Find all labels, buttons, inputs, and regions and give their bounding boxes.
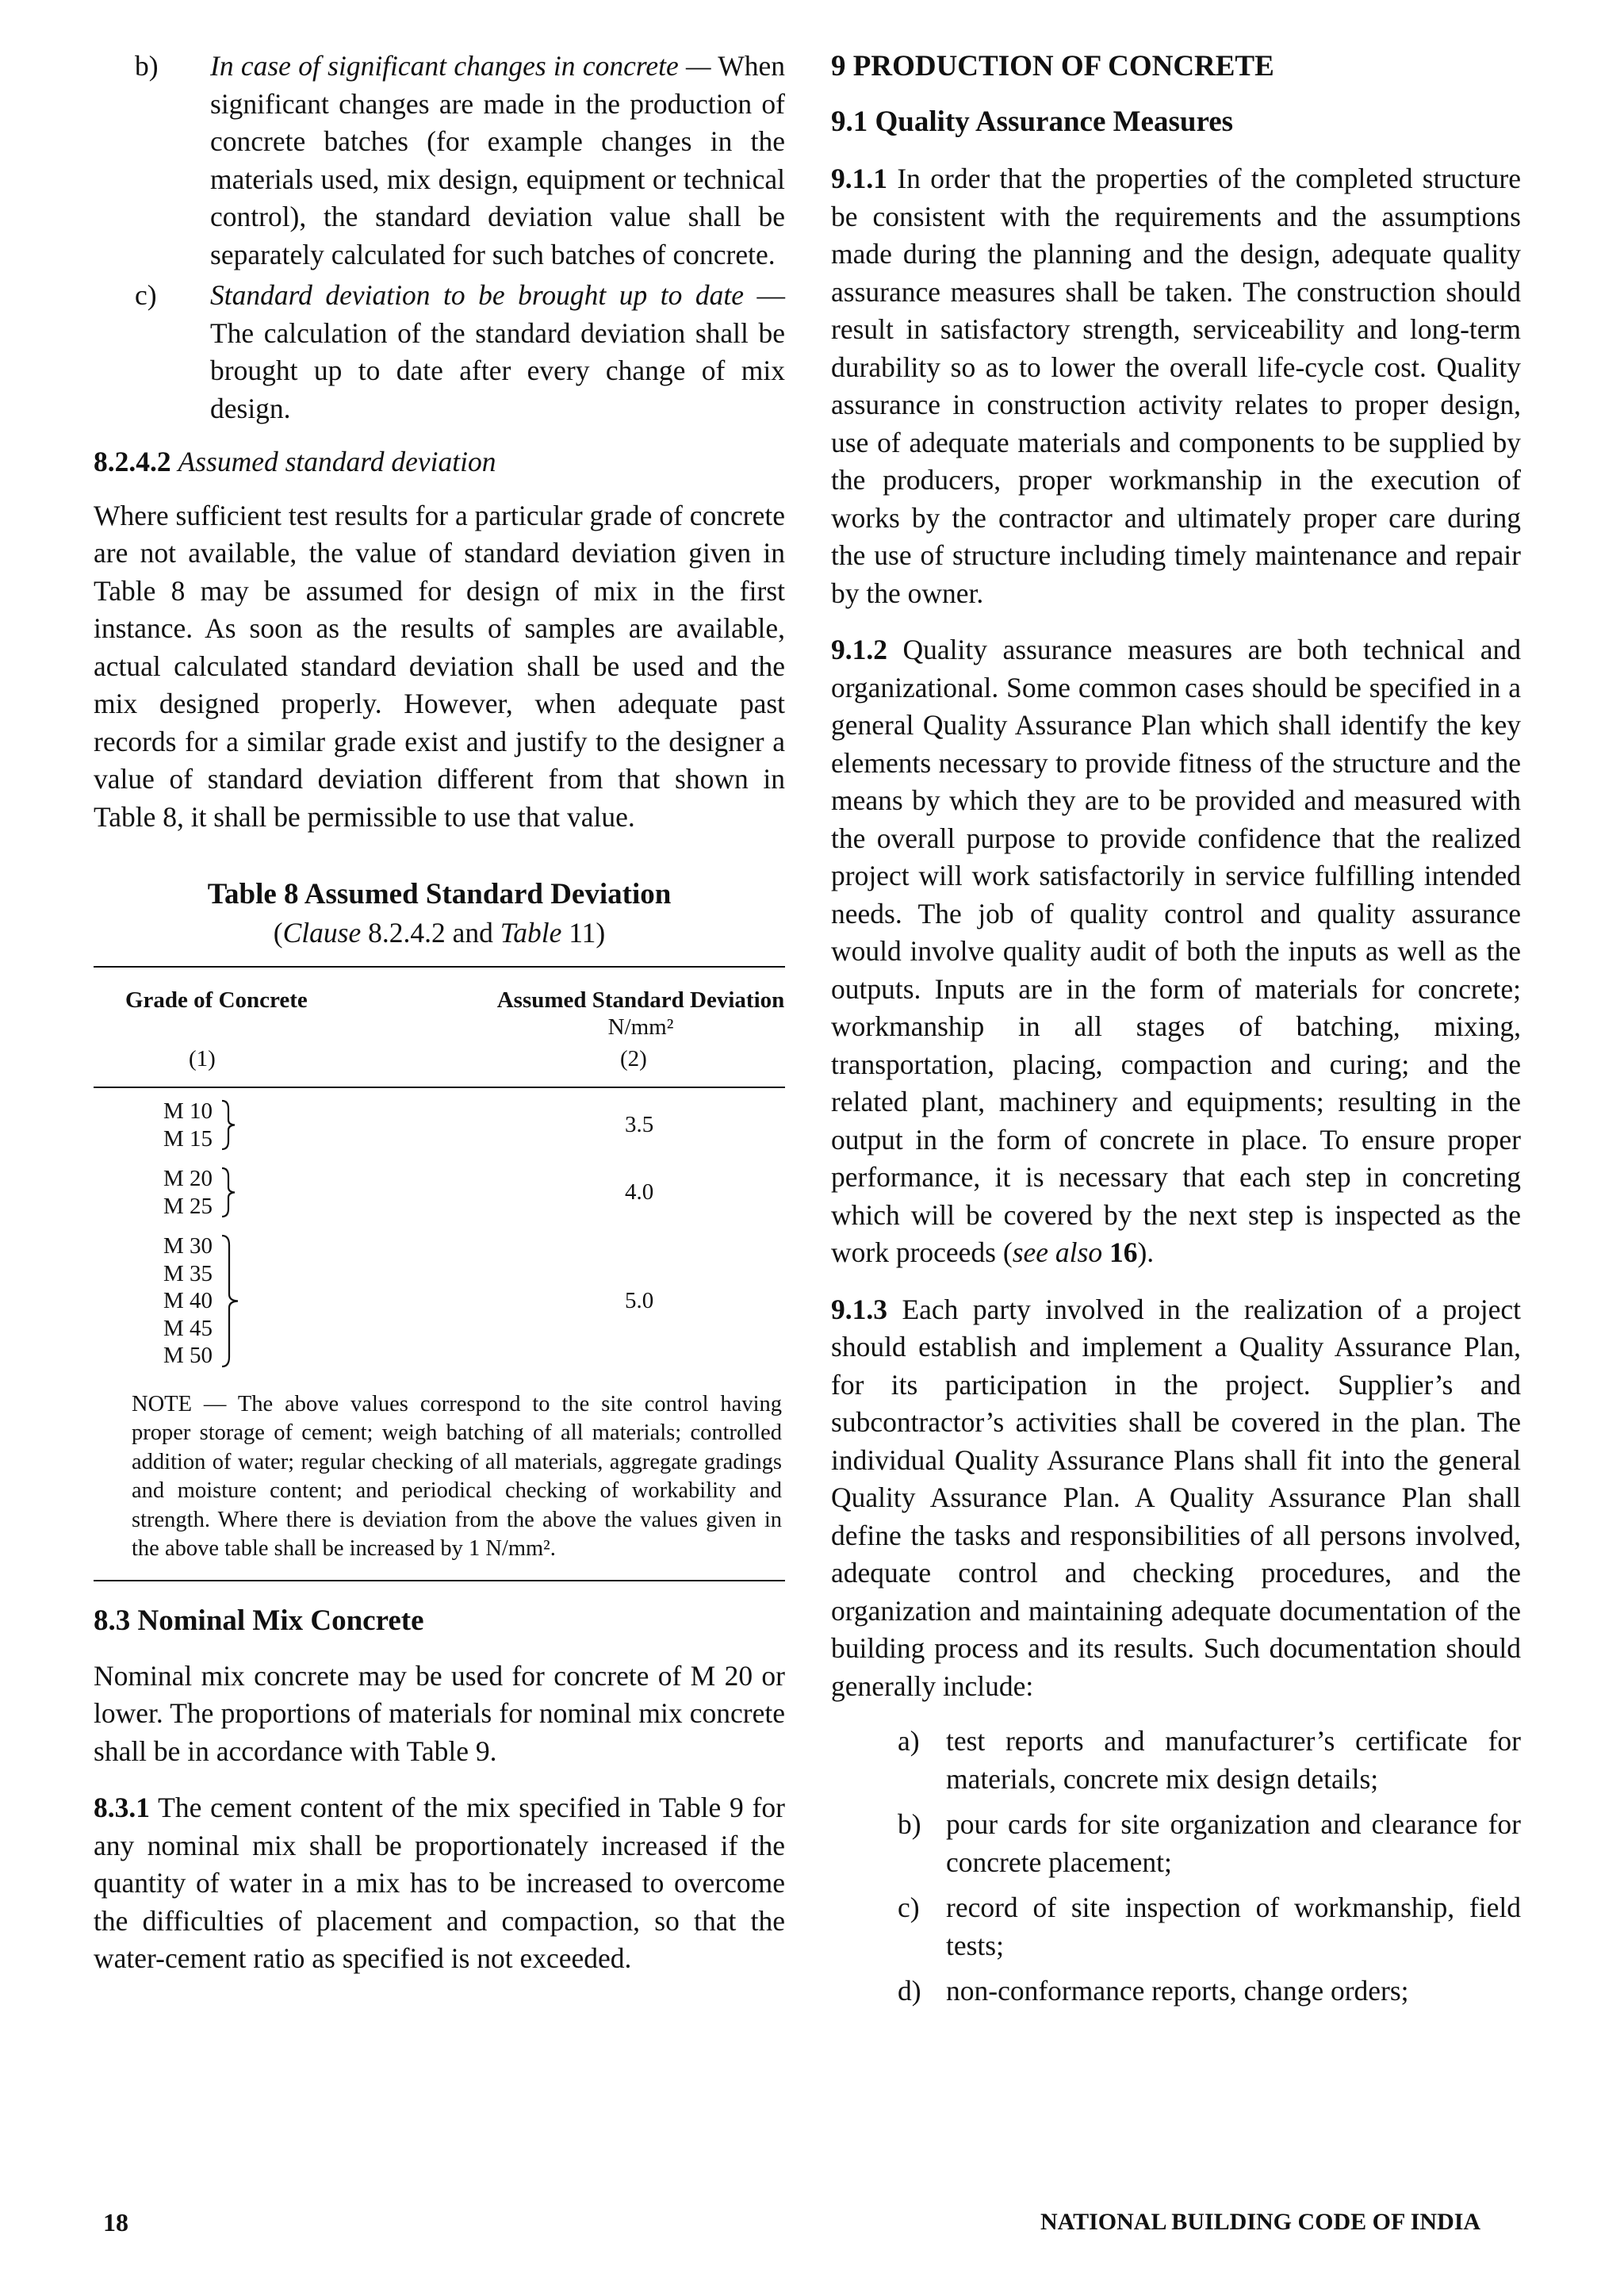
right-column <box>831 48 1521 2010</box>
table-row: M 10 M 15 3.5 <box>163 1098 654 1152</box>
page-number: 18 <box>103 2208 128 2237</box>
list-item: d) non-conformance reports, change orders; <box>898 1975 1409 2007</box>
section-9-1-heading: 9.1 Quality Assurance Measures <box>831 105 1234 138</box>
item-text: When significant changes are made in the production of concrete batches (for example changes in the materials used, mix design, equipment or technical control), the standard deviation value shall be separately calculated for such batches of concrete. <box>210 50 786 270</box>
table-8 <box>94 876 785 1581</box>
table-title: Table 8 Assumed Standard Deviation <box>207 878 672 910</box>
col-number-2: (2) <box>620 1046 647 1071</box>
section-8-3-text: Nominal mix concrete may be used for concrete of M 20 or lower. The proportions of materials for nominal mix concrete shall be in accordance with Table 9. <box>94 1659 785 1767</box>
documentation-list <box>831 1723 1521 2010</box>
item-text: — The calculation of the standard deviation shall be brought up to date after every change of mix design. <box>210 279 785 424</box>
running-footer: NATIONAL BUILDING CODE OF INDIA <box>1040 2209 1481 2235</box>
table-body <box>94 1088 785 1370</box>
table-bottom-rule <box>94 1580 785 1581</box>
list-item: a) test reports and manufacturer’s certificate for materials, concrete mix design details; <box>898 1725 1521 1795</box>
list-marker: c) <box>135 279 157 311</box>
clause-8242-text: Where sufficient test results for a particular grade of concrete are not available, the value of standard deviation given in Table 8 may be assumed for design of mix in the first instance. As soon as the results of samples are available, actual calculated standard deviation shall be used and the mix designed properly. However, when adequate past records for a similar grade exist and justify to the designer a value of standard deviation different from that shown in Table 8, it shall be permissible to use that value. <box>94 499 785 833</box>
list-item-b <box>94 48 785 274</box>
col-header-deviation: Assumed Standard Deviation N/mm² <box>496 987 785 1040</box>
clause-911: 9.1.1 In order that the properties of the completed structure be consistent with the requirements and the assumptions made during the planning and the design, adequate quality assurance measures shall be taken. The construction should result in satisfactory strength, serviceability and long-term durability so as to lower the overall life-cycle cost. Quality assurance in construction activity relates to proper design, use of adequate materials and components to be supplied by the producers, proper workmanship in the execution of works by the contractor and ultimately proper care during the use of structure including timely maintenance and repair by the owner. <box>831 163 1522 609</box>
col-header-grade: Grade of Concrete <box>125 987 308 1013</box>
clause-913: 9.1.3 Each party involved in the realization of a project should establish and implement a Quality Assurance Plan, for its participation in the project. Supplier’s and subcontractor’s activities shall be covered in the plan. The individual Quality Assurance Plans shall fit into the general Quality Assurance Plan. A Quality Assurance Plan shall define the tasks and responsibilities of all persons involved, adequate control and checking procedures, and the organization and maintaining adequate documentation of the building process and its results. Such documentation should generally include: <box>831 1293 1521 1702</box>
table-subtitle: (Clause 8.2.4.2 and Table 11) <box>273 917 606 949</box>
clause-8242-heading: 8.2.4.2 Assumed standard deviation <box>94 446 496 477</box>
section-9-heading: 9 PRODUCTION OF CONCRETE <box>831 50 1274 82</box>
table-header <box>94 968 785 1087</box>
item-title: In case of significant changes in concrete — <box>210 50 711 82</box>
table-row: M 30 M 35 M 40 M 45 M 50 5.0 <box>163 1233 654 1368</box>
item-title: Standard deviation to be brought up to date <box>210 279 744 311</box>
brace-icon <box>220 1098 239 1152</box>
list-item: b) pour cards for site organization and clearance for concrete placement; <box>898 1808 1521 1878</box>
clause-831: 8.3.1 The cement content of the mix specified in Table 9 for any nominal mix shall be proportionately increased if the quantity of water in a mix has to be increased to overcome the difficulties of placement and compaction, so that the water-cement ratio as specified is not exceeded. <box>94 1792 785 1974</box>
section-8-3-heading: 8.3 Nominal Mix Concrete <box>94 1604 424 1637</box>
table-note: NOTE — The above values correspond to the site control having proper storage of cement; weigh batching of all materials; controlled addition of water; regular checking of all materials, aggregate gradings and moisture content; and periodical checking of workability and strength. Where there is deviation from the above the values given in the above table shall be increased by 1 N/mm². <box>132 1391 782 1561</box>
list-item: c) record of site inspection of workmanship, field tests; <box>898 1892 1521 1961</box>
table-row: M 20 M 25 4.0 <box>163 1166 654 1219</box>
list-item-c <box>94 277 785 427</box>
clause-912: 9.1.2 Quality assurance measures are both technical and organizational. Some common cases should be specified in a general Quality Assurance Plan which shall identify the key elements necessary to provide fitness of the structure and the means by which they are to be provided and measured with the overall purpose to provide confidence that the realized project will work satisfactorily in service fulfilling intended needs. The job of quality control and quality assurance would involve quality audit of both the inputs as well as the outputs. Inputs are in the form of materials for concrete; workmanship in all stages of batching, mixing, transportation, placing, compaction and curing; and the related plant, machinery and equipments; resulting in the output in the form of concrete in place. To ensure proper performance, it is necessary that each step in concreting which will be covered by the next step is inspected as the work proceeds (see also 16). <box>831 634 1522 1268</box>
list-marker: b) <box>135 50 159 82</box>
left-column <box>94 48 785 1978</box>
col-number-1: (1) <box>189 1046 216 1071</box>
brace-icon <box>220 1232 241 1370</box>
brace-icon <box>220 1165 239 1220</box>
